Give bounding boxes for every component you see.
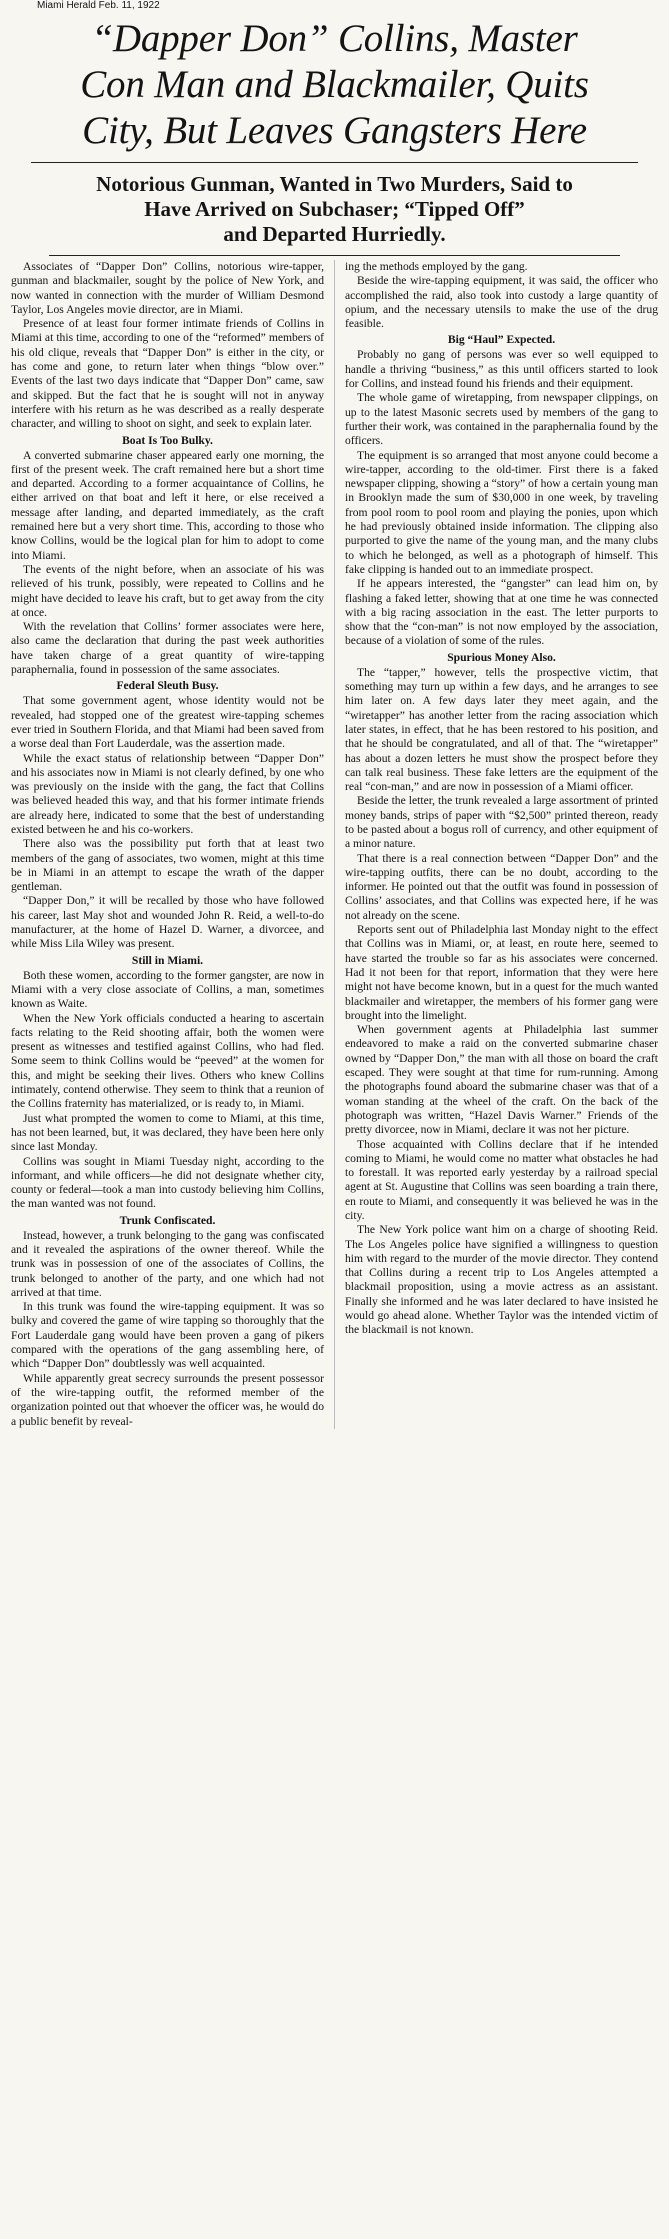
article-paragraph: While apparently great secrecy surrounds the present possessor of the wire-tapping outfit, the reformed member of the organization pointed out that whoever the officer was, he would do a public benefit by reveal-	[11, 1371, 324, 1428]
article-paragraph: ing the methods employed by the gang.	[345, 260, 528, 273]
article-paragraph: The “tapper,” however, tells the prospective victim, that something may turn up within a few days, and he arranges to see him later on. A few days later they meet again, and the “wiretapper” has another letter from the racing association which later states, in effect, that he has been restored to his position, and that he should be congratulated, and all of that. The “wiretapper” has about a dozen letters he must show the prospect before they can talk real business. These fake letters are the equipment of the real “con-man,” and are now in possession of a Miami officer.	[345, 665, 658, 794]
headline-line: City, But Leaves Gangsters Here	[82, 109, 587, 152]
article-paragraph: The equipment is so arranged that most anyone could become a wire-tapper, according to the old-timer. First there is a faked newspaper clipping, showing a “story” of how a certain young man in Brooklyn made the sum of $30,000 in one week, by traveling from pool room to pool room and playing the ponies, upon which he had previously obtained inside information. The clipping also purported to give the name of the young man, and the many clubs to which he belonged, as well as a photograph of himself. This fake clipping is handed out to an immediate prospect.	[345, 448, 658, 576]
article-paragraph: Presence of at least four former intimate friends of Collins in Miami at this time, according to one of the “reformed” members of his old clique, reveals that “Dapper Don” is either in the city, or has come and gone, to return later when things “blow over.” Events of the last two days indicate that “Dapper Don” came, saw and skipped. But the fact that he is sought will not in anyway interfere with his return as he was described as a really desperate character, and willing to shoot on sight, and seek to explain later.	[11, 317, 324, 431]
article-paragraph: Collins was sought in Miami Tuesday night, according to the informant, and while officers—he did not designate whether city, county or federal—took a man into custody believing him Collins, the man wanted was not found.	[11, 1154, 324, 1211]
article-paragraph: Beside the wire-tapping equipment, it was said, the officer who accomplished the raid, also took into custody a large quantity of opium, and the necessary utensils to make the use of the drug feasible.	[345, 274, 658, 331]
article-column-left	[11, 260, 324, 1429]
subheadline	[13, 172, 656, 247]
section-heading: Big “Haul” Expected.	[447, 333, 556, 347]
article-paragraph: Those acquainted with Collins declare that if he intended coming to Miami, he would come no matter what obstacles he had to forestall. It was reported early yesterday by a railroad special agent at St. Augustine that Collins was seen boarding a train there, en route to Miami, and consequently it was believed he was in the city.	[345, 1137, 658, 1222]
subheadline-line: and Departed Hurriedly.	[223, 222, 446, 246]
article-paragraph: That some government agent, whose identity would not be revealed, had stopped one of the greatest wire-tapping schemes ever tried in Southern Florida, and that Miami had been saved from a worse deal than Fort Lauderdale, was the assertion made.	[11, 694, 324, 751]
article-paragraph: In this trunk was found the wire-tapping equipment. It was so bulky and covered the game of wire tapping so thoroughly that the Fort Lauderdale gang would have been proven a gang of pikers compared with the operations of the gang assembling here, of which “Dapper Don” doubtlessly was well acquainted.	[11, 1300, 324, 1371]
article-paragraph: Instead, however, a trunk belonging to the gang was confiscated and it revealed the aspirations of the owner thereof. While the trunk was in possession of one of the associates of Collins, the trunk belonged to another of the party, and one which had not arrived at that time.	[11, 1228, 324, 1299]
article-column-right	[345, 260, 658, 1429]
article-paragraph: A converted submarine chaser appeared early one morning, the first of the present week. The craft remained here but a short time and departed. According to a former acquaintance of Collins, he either arrived on that boat and left it here, or else received a message after landing, and departed immediately, as the craft remained here but a very short time. This, according to those who know Collins, would be the logical plan for him to adopt to come into Miami.	[11, 448, 324, 562]
article-paragraph: With the revelation that Collins’ former associates were here, also came the declaration that during the past week authorities have taken charge of a great quantity of wire-tapping paraphernalia, found in possession of the same associates.	[11, 620, 324, 677]
article-paragraph: There also was the possibility put forth that at least two members of the gang of associates, two women, might at this time be in Miami in an attempt to escape the wrath of the dapper gentleman.	[11, 837, 324, 894]
article-paragraph: Just what prompted the women to come to Miami, at this time, has not been learned, but, it was declared, they have been here only since last Monday.	[11, 1111, 324, 1154]
subheadline-line: Have Arrived on Subchaser; “Tipped Off”	[144, 197, 525, 221]
section-heading: Boat Is Too Bulky.	[122, 433, 213, 447]
headline-line: “Dapper Don” Collins, Master	[91, 17, 578, 60]
article-paragraph: The events of the night before, when an associate of his was relieved of his trunk, possibly, were repeated to Collins and he might have decided to leave his craft, but to get away from the city at once.	[11, 562, 324, 619]
subheadline-line: Notorious Gunman, Wanted in Two Murders, Said to	[96, 172, 573, 196]
article-paragraph: The whole game of wiretapping, from newspaper clippings, on up to the latest Masonic secrets used by members of the gang to further their work, was contained in the paraphernalia found by the officers.	[345, 391, 658, 448]
column-divider	[334, 260, 335, 1429]
article-paragraph: If he appears interested, the “gangster” can lead him on, by flashing a faked letter, showing that at one time he was connected with a big racing association in the east. The letter purports to show that the “con-man” is not now employed by the association, because of a violation of some of the rules.	[345, 577, 658, 648]
subheadline-rule	[49, 255, 620, 256]
article-paragraph: Beside the letter, the trunk revealed a large assortment of printed money bands, strips of paper with “$2,500” printed thereon, ready to be pasted about a bogus roll of currency, and other equipment of a minor nature.	[345, 794, 658, 851]
article-paragraph: When government agents at Philadelphia last summer endeavored to make a raid on the converted submarine chaser owned by “Dapper Don,” the man with all those on board the craft escaped. They were sought at that time for rum-running. Among the photographs found aboard the submarine chaser was that of a woman standing at the wheel of the craft. On the back of the photograph was written, “Hazel Davis Warner.” Friends of the pretty divorcee, now in Miami, declare it was not her picture.	[345, 1023, 658, 1137]
article-paragraph: When the New York officials conducted a hearing to ascertain facts relating to the Reid shooting affair, both the women were present as witnesses and testified against Collins, who had fled. Some seem to think Collins would be “peeved” at the women for this, and might be seeking their lives. Others who knew Collins intimately, contend otherwise. They seem to think that a reunion of the Collins fraternity has materialized, or is ready to, in Miami.	[11, 1011, 324, 1111]
article-paragraph: While the exact status of relationship between “Dapper Don” and his associates now in Miami is not clearly defined, by one who was previously on the inside with the gang, the fact that Collins was believed headed this way, and that his former intimate friends are already here, indicated to some that the best of understanding existed between he and his co-workers.	[11, 751, 324, 836]
article-paragraph: Associates of “Dapper Don” Collins, notorious wire-tapper, gunman and blackmailer, sought by the police of New York, and now wanted in connection with the murder of William Desmond Taylor, Los Angeles movie director, are in Miami.	[11, 260, 324, 316]
section-heading: Trunk Confiscated.	[119, 1213, 216, 1227]
headline	[15, 16, 654, 154]
article-paragraph: The New York police want him on a charge of shooting Reid. The Los Angeles police have signified a willingness to question him with regard to the murder of the movie director. They contend that Collins during a recent trip to Los Angeles attempted a blackmail proposition, using a movie actress as an assistant. Finally she informed and he was later declared to have insisted he would go ahead alone. Whether Taylor was the intended victim of the blackmail is not known.	[345, 1223, 658, 1337]
article-body	[9, 260, 660, 1429]
section-heading: Still in Miami.	[131, 953, 204, 967]
article-paragraph: Both these women, according to the former gangster, are now in Miami with a very close associate of Collins, a man, sometimes known as Waite.	[11, 968, 324, 1011]
article-paragraph: Probably no gang of persons was ever so well equipped to handle a thriving “business,” as this until officers started to look for Collins, and instead found his friends and their equipment.	[345, 348, 658, 391]
article-paragraph: That there is a real connection between “Dapper Don” and the wire-tapping outfits, there can be no doubt, according to the informer. He pointed out that the outfit was found in possession of Collins’ associates, and that Collins was expected here, if he was not already on the scene.	[345, 851, 658, 922]
article-paragraph: Reports sent out of Philadelphia last Monday night to the effect that Collins was in Miami, or, at least, en route here, seemed to have started the trouble so far as his associates were concerned. Had it not been for that report, information that they were here might not have become known, but in a quest for the much wanted blackmailer and wiretapper, the members of his former gang were brought into the limelight.	[345, 923, 658, 1022]
headline-rule	[31, 162, 638, 163]
article-paragraph: “Dapper Don,” it will be recalled by those who have followed his career, last May shot and wounded John R. Reid, a well-to-do manufacturer, at the home of Hazel D. Warner, a divorcee, and while Miss Lila Wiley was present.	[11, 894, 324, 951]
source-line: Miami Herald Feb. 11, 1922	[37, 0, 160, 11]
headline-line: Con Man and Blackmailer, Quits	[80, 63, 589, 106]
section-heading: Spurious Money Also.	[447, 650, 556, 664]
section-heading: Federal Sleuth Busy.	[116, 679, 219, 693]
